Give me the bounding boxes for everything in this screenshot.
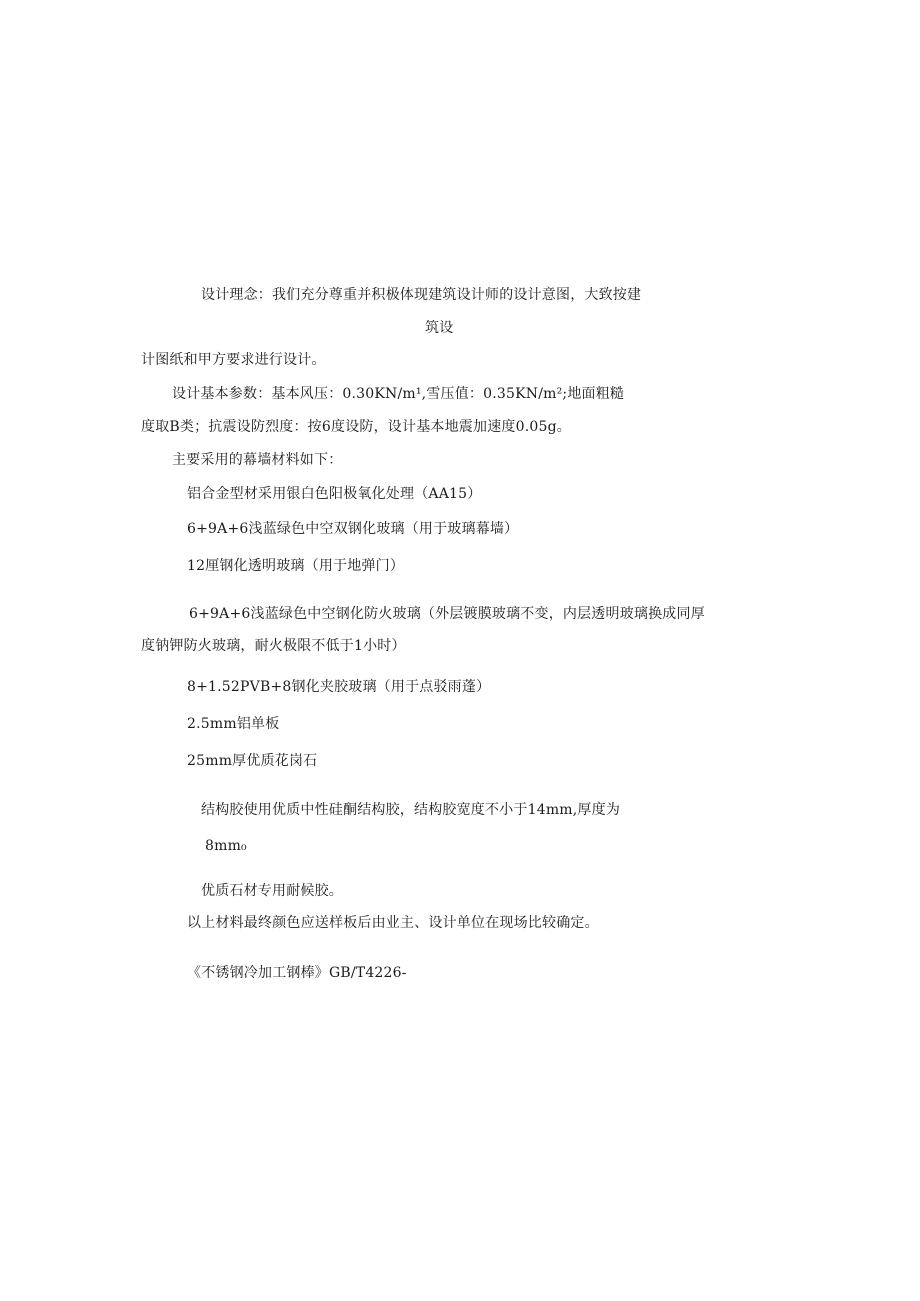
paragraph-design-parameters: 设计基本参数：基本风压：0.30KN/m¹,雪压值：0.35KN/m²;地面粗糙 [172, 386, 625, 402]
material-item-structural-adhesive: 结构胶使用优质中性硅酮结构胶，结构胶宽度不小于14mm,厚度为 [201, 802, 621, 818]
material-item-fire-glass-cont: 度钠钾防火玻璃，耐火极限不低于1小时） [141, 638, 406, 654]
material-item-insulated-glass: 6+9A+6浅蓝绿色中空双钢化玻璃（用于玻璃幕墙） [187, 521, 519, 537]
material-item-tempered-glass: 12厘钢化透明玻璃（用于地弹门） [187, 558, 405, 574]
paragraph-standard-reference: 《不锈钢冷加工钢棒》GB/T4226- [187, 965, 407, 981]
material-item-aluminum-panel: 2.5mm铝单板 [187, 716, 280, 732]
material-item-weather-sealant: 优质石材专用耐候胶。 [201, 883, 343, 899]
paragraph-design-concept: 设计理念：我们充分尊重并积极体现建筑设计师的设计意图，大致按建 [201, 287, 642, 303]
material-item-aluminum-profile: 铝合金型材采用银白色阳极氧化处理（AA15） [187, 486, 482, 502]
material-item-granite: 25mm厚优质花岗石 [187, 753, 318, 769]
material-item-fire-glass: 6+9A+6浅蓝绿色中空钢化防火玻璃（外层镀膜玻璃不变，内层透明玻璃换成同厚 [189, 606, 705, 622]
paragraph-design-parameters-cont: 度取B类；抗震设防烈度：按6度设防，设计基本地震加速度0.05g。 [141, 419, 571, 435]
paragraph-design-concept-end: 计图纸和甲方要求进行设计。 [141, 352, 326, 368]
paragraph-materials-intro: 主要采用的幕墙材料如下： [172, 452, 343, 468]
paragraph-design-concept-cont: 筑设 [425, 320, 454, 336]
material-item-laminated-glass: 8+1.52PVB+8钢化夹胶玻璃（用于点驳雨蓬） [187, 679, 491, 695]
material-item-structural-adhesive-cont: 8mm₀ [205, 838, 247, 854]
paragraph-color-confirmation: 以上材料最终颜色应送样板后由业主、设计单位在现场比较确定。 [187, 915, 599, 931]
